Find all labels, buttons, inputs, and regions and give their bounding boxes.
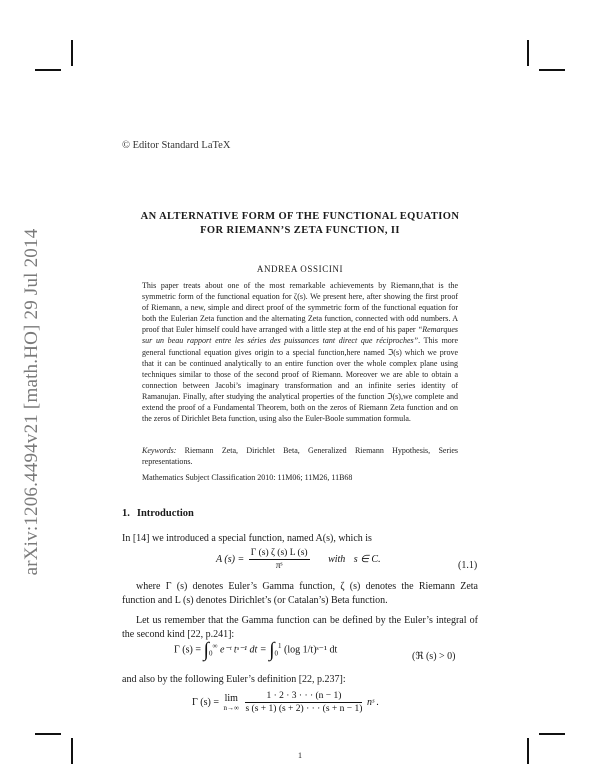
section-title: Introduction (136, 508, 194, 519)
eq2-int1-lower: 0 (208, 649, 213, 658)
abstract-part-2: . This more general functional equation gives origin to a special function,here named ℑ(s) which we prove that it can be continued analytically to an entire function over the whole complex plane using techniques similar to those of the second proof of Riemann. Moreover we are able to obtain a connection between Jacobi’s imaginary transformation and an infinite series identity of Ramanujan. Finally, after studying the analytical properties of the function ℑ(s),we complete and extend the proof of a Fundamental Theorem, both on the zeros of Riemann Zeta function and on the zeros of Dirichlet Beta function, using also the Euler-Boole summation formula. (142, 336, 458, 424)
msc-classification: Mathematics Subject Classification 2010: 11M06; 11M26, 11B68 (142, 473, 353, 482)
keywords-label: Keywords: (142, 446, 177, 455)
crop-mark-top-right-vertical (527, 40, 529, 66)
crop-mark-top-left-horizontal (35, 69, 61, 71)
abstract (142, 280, 458, 424)
eq3-numerator: 1 · 2 · 3 · · · (n − 1) (245, 691, 362, 703)
crop-mark-bottom-left-horizontal (35, 733, 61, 735)
eq1-condition-word: with (328, 553, 346, 565)
eq3-lim-sub: n→∞ (223, 704, 239, 712)
title-line-2: FOR RIEMANN’S ZETA FUNCTION, II (200, 225, 400, 236)
eq1-denominator: πˢ (275, 561, 283, 571)
eq1-condition: s ∈ C. (353, 553, 381, 565)
crop-mark-bottom-right-horizontal (539, 733, 565, 735)
equation-number-1-1: (1.1) (458, 560, 478, 571)
equation-gamma-limit (192, 691, 379, 714)
intro-paragraph-2: where Γ (s) denotes Euler’s Gamma function, ζ (s) denotes the Riemann Zeta function and L (s) denotes Dirichlet’s (or Catalan’s) Beta function. (122, 581, 478, 606)
eq3-lhs: Γ (s) = (192, 696, 219, 708)
author-name: ANDREA OSSICINI (256, 264, 344, 274)
arxiv-identifier-text: arXiv:1206.4494v21 [math.HO] 29 Jul 2014 (21, 228, 42, 576)
copyright-line: © Editor Standard LaTeX (122, 140, 231, 151)
equation-1-1 (216, 548, 381, 571)
eq3-fraction (245, 691, 362, 714)
eq3-tail: nˢ . (366, 696, 380, 708)
keywords (142, 445, 458, 467)
section-number: 1. (122, 508, 130, 519)
crop-mark-top-left-vertical (71, 40, 73, 66)
integral-sign-2: ∫ (269, 639, 275, 662)
abstract-part-1: This paper treats about one of the most remarkable achievements by Riemann,that is the symmetric form of the functional equation for ζ(s). We present here, after showing the first proof of Riemann, a new, simple and direct proof of the symmetric form of the functional equation for both the Eulerian Zeta function and the alternating Zeta function, connected with odd numbers. A proof that Euler himself could have arranged with a little step at the end of his paper (142, 281, 458, 335)
title-line-1: AN ALTERNATIVE FORM OF THE FUNCTIONAL EQUATION (140, 211, 460, 222)
abstract-quote: “Remarques sur un beau rapport entre les séries des puissances tant direct que réciproches” (142, 325, 458, 346)
eq1-fraction (249, 548, 310, 571)
eq3-denominator: s (s + 1) (s + 2) · · · (s + n − 1) (245, 704, 363, 714)
eq2-int2-lower: 0 (274, 649, 279, 658)
page-number: 1 (298, 751, 302, 760)
intro-paragraph-1: In [14] we introduced a special function, named A(s), which is (122, 533, 372, 544)
eq1-lhs: A (s) = (216, 553, 245, 565)
eq2-integrand-1: e⁻ᵗ tˢ⁻¹ dt = (219, 644, 267, 656)
eq2-int2-upper: 1 (278, 642, 282, 650)
eq1-numerator: Γ (s) ζ (s) L (s) (250, 548, 308, 558)
paper-title (60, 210, 540, 238)
eq2-condition: (ℜ (s) > 0) (412, 651, 456, 662)
eq3-limit (223, 693, 239, 712)
eq3-lim: lim (224, 693, 238, 704)
equation-gamma-integral (174, 639, 338, 662)
keywords-text: Riemann Zeta, Dirichlet Beta, Generalized Riemann Hypothesis, Series representations. (142, 446, 458, 467)
eq2-lhs: Γ (s) = (174, 644, 201, 656)
intro-paragraph-4: and also by the following Euler’s definition [22, p.237]: (122, 674, 346, 685)
integral-sign-1: ∫ (203, 639, 209, 662)
crop-mark-top-right-horizontal (539, 69, 565, 71)
eq2-integrand-2: (log 1/t)ˢ⁻¹ dt (284, 644, 338, 656)
intro-paragraph-3: Let us remember that the Gamma function can be defined by the Euler’s integral of the second kind [22, p.241]: (122, 615, 478, 640)
eq2-int1-upper: ∞ (212, 642, 218, 650)
section-heading (122, 508, 194, 519)
